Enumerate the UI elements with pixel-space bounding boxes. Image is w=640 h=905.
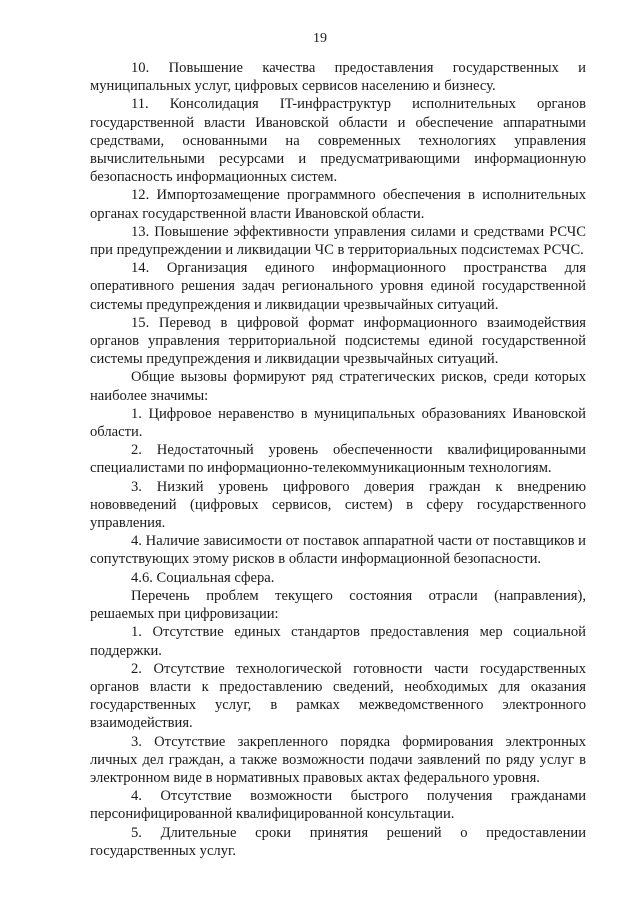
paragraph: 13. Повышение эффективности управления силами и средствами РСЧС при предупреждении и ликвидации ЧС в территориальных подсистемах РСЧС. <box>90 223 586 259</box>
body-text <box>90 59 586 860</box>
paragraph: 1. Цифровое неравенство в муниципальных образованиях Ивановской области. <box>90 405 586 441</box>
paragraph: 4. Отсутствие возможности быстрого получения гражданами персонифицированной квалифицированной консультации. <box>90 788 586 823</box>
paragraph: 10. Повышение качества предоставления государственных и муниципальных услуг, цифровых сервисов населению и бизнесу. <box>90 60 586 95</box>
paragraph: 1. Отсутствие единых стандартов предоставления мер социальной поддержки. <box>90 624 586 659</box>
paragraph: 5. Длительные сроки принятия решений о предоставлении государственных услуг. <box>90 824 586 859</box>
paragraph: 12. Импортозамещение программного обеспечения в исполнительных органах государственной власти Ивановской области. <box>90 187 586 222</box>
paragraph: Общие вызовы формируют ряд стратегических рисков, среди которых наиболее значимы: <box>90 369 586 404</box>
paragraph: 4. Наличие зависимости от поставок аппаратной части от поставщиков и сопутствующих этому рисков в области информационной безопасности. <box>90 533 586 568</box>
section-heading: 4.6. Социальная сфера. <box>131 569 275 586</box>
paragraph: Перечень проблем текущего состояния отрасли (направления), решаемых при цифровизации: <box>90 587 586 623</box>
paragraph: 11. Консолидация IT-инфраструктур исполнительных органов государственной власти Ивановской области и обеспечение аппаратными средствами, основанными на современных технологиях управления вычислительными ресурсами и предусматривающими информационную безопасность информационных систем. <box>90 96 586 186</box>
paragraph: 2. Недостаточный уровень обеспеченности квалифицированными специалистами по информационно-телекоммуникационным технологиям. <box>90 442 586 477</box>
paragraph: 14. Организация единого информационного пространства для оперативного решения задач регионального уровня единой государственной системы предупреждения и ликвидации чрезвычайных ситуаций. <box>90 260 586 313</box>
paragraph: 3. Низкий уровень цифрового доверия граждан к внедрению нововведений (цифровых сервисов, систем) в сферу государственного управления. <box>90 478 586 532</box>
paragraph: 2. Отсутствие технологической готовности части государственных органов власти к предоставлению сведений, необходимых для оказания государственных услуг, в рамках межведомственного электронного взаимодействия. <box>90 660 586 732</box>
page-number: 19 <box>313 31 327 46</box>
paragraph: 3. Отсутствие закрепленного порядка формирования электронных личных дел граждан, а также возможности подачи заявлений по ряду услуг в электронном виде в нормативных правовых актах федерального уровня. <box>90 733 586 786</box>
paragraph: 15. Перевод в цифровой формат информационного взаимодействия органов управления территориальной подсистемы единой государственной системы предупреждения и ликвидации чрезвычайных ситуаций. <box>90 314 586 368</box>
